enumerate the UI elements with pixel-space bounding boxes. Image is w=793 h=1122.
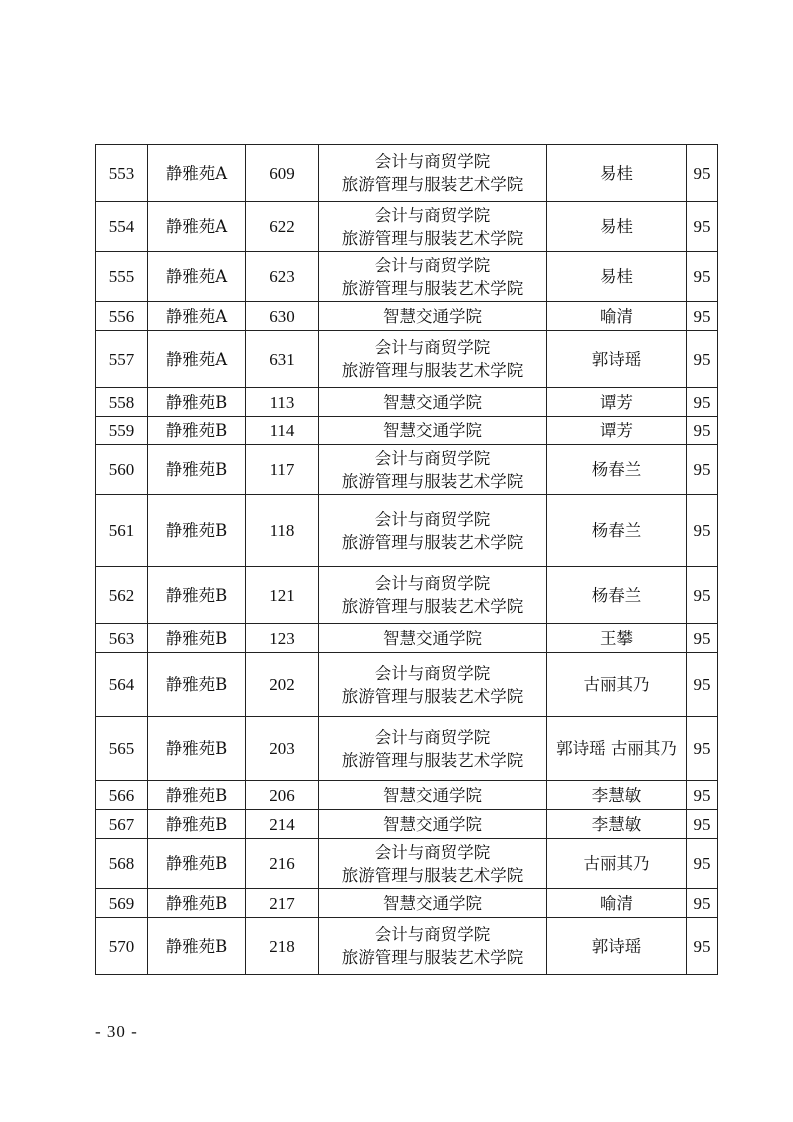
cell-colleges: [319, 252, 547, 302]
cell-colleges: [319, 331, 547, 388]
cell-staff: 杨春兰: [547, 495, 687, 567]
cell-colleges: [319, 417, 547, 445]
college-name: 旅游管理与服装艺术学院: [341, 686, 524, 706]
college-name: 会计与商贸学院: [374, 152, 491, 171]
cell-building: 静雅苑A: [148, 145, 246, 202]
cell-room: 206: [246, 781, 319, 810]
cell-colleges: [319, 839, 547, 889]
cell-colleges: [319, 302, 547, 331]
cell-serial-number: 561: [96, 495, 148, 567]
college-name: 智慧交通学院: [383, 785, 482, 805]
cell-room: 631: [246, 331, 319, 388]
table-body: [96, 145, 718, 975]
cell-staff: 易桂: [547, 252, 687, 302]
college-name: 旅游管理与服装艺术学院: [341, 228, 524, 248]
college-name: 旅游管理与服装艺术学院: [341, 175, 524, 194]
college-name: 会计与商贸学院: [374, 842, 491, 862]
cell-serial-number: 570: [96, 918, 148, 975]
cell-score: 95: [687, 388, 718, 417]
cell-room: 216: [246, 839, 319, 889]
cell-colleges: [319, 202, 547, 252]
cell-colleges: [319, 889, 547, 918]
cell-score: 95: [687, 653, 718, 717]
cell-building: 静雅苑B: [148, 495, 246, 567]
college-name: 智慧交通学院: [383, 628, 482, 648]
table-row: [96, 889, 718, 918]
table-row: [96, 302, 718, 331]
cell-score: 95: [687, 495, 718, 567]
college-name: 智慧交通学院: [383, 893, 482, 913]
college-name: 会计与商贸学院: [374, 663, 491, 683]
cell-serial-number: 558: [96, 388, 148, 417]
cell-colleges: [319, 567, 547, 624]
cell-colleges: [319, 495, 547, 567]
cell-score: 95: [687, 781, 718, 810]
table-row: [96, 567, 718, 624]
cell-room: 118: [246, 495, 319, 567]
college-name: 会计与商贸学院: [374, 255, 491, 275]
cell-serial-number: 557: [96, 331, 148, 388]
cell-staff: 李慧敏: [547, 781, 687, 810]
college-name: 旅游管理与服装艺术学院: [341, 865, 524, 885]
cell-staff: 郭诗瑶: [547, 918, 687, 975]
cell-staff: 郭诗瑶: [547, 331, 687, 388]
cell-staff: 谭芳: [547, 388, 687, 417]
cell-score: 95: [687, 252, 718, 302]
cell-staff: 李慧敏: [547, 810, 687, 839]
cell-serial-number: 569: [96, 889, 148, 918]
college-name: 会计与商贸学院: [374, 727, 491, 747]
college-name: 旅游管理与服装艺术学院: [341, 361, 524, 380]
cell-building: 静雅苑B: [148, 839, 246, 889]
cell-serial-number: 560: [96, 445, 148, 495]
cell-serial-number: 568: [96, 839, 148, 889]
table-row: [96, 918, 718, 975]
cell-serial-number: 566: [96, 781, 148, 810]
cell-room: 622: [246, 202, 319, 252]
cell-building: 静雅苑B: [148, 810, 246, 839]
cell-staff: 杨春兰: [547, 445, 687, 495]
cell-building: 静雅苑B: [148, 889, 246, 918]
cell-staff: 古丽其乃: [547, 653, 687, 717]
cell-score: 95: [687, 567, 718, 624]
cell-staff: 古丽其乃: [547, 839, 687, 889]
cell-building: 静雅苑A: [148, 202, 246, 252]
cell-room: 214: [246, 810, 319, 839]
cell-room: 123: [246, 624, 319, 653]
cell-score: 95: [687, 624, 718, 653]
cell-serial-number: 565: [96, 717, 148, 781]
cell-serial-number: 567: [96, 810, 148, 839]
cell-serial-number: 564: [96, 653, 148, 717]
table-row: [96, 445, 718, 495]
cell-room: 117: [246, 445, 319, 495]
cell-score: 95: [687, 202, 718, 252]
cell-room: 623: [246, 252, 319, 302]
cell-colleges: [319, 388, 547, 417]
cell-staff: 王攀: [547, 624, 687, 653]
table-row: [96, 495, 718, 567]
cell-staff: 谭芳: [547, 417, 687, 445]
college-name: 智慧交通学院: [383, 392, 482, 412]
table-row: [96, 717, 718, 781]
cell-score: 95: [687, 889, 718, 918]
table-row: [96, 839, 718, 889]
cell-building: 静雅苑A: [148, 331, 246, 388]
cell-score: 95: [687, 445, 718, 495]
college-name: 会计与商贸学院: [374, 509, 491, 529]
college-name: 智慧交通学院: [383, 814, 482, 834]
college-name: 旅游管理与服装艺术学院: [341, 532, 524, 552]
cell-colleges: [319, 624, 547, 653]
cell-serial-number: 553: [96, 145, 148, 202]
cell-building: 静雅苑B: [148, 417, 246, 445]
cell-building: 静雅苑A: [148, 252, 246, 302]
cell-score: 95: [687, 839, 718, 889]
table-row: [96, 624, 718, 653]
cell-colleges: [319, 810, 547, 839]
cell-staff: 喻清: [547, 302, 687, 331]
cell-building: 静雅苑B: [148, 717, 246, 781]
college-name: 智慧交通学院: [383, 306, 482, 326]
cell-room: 121: [246, 567, 319, 624]
cell-serial-number: 556: [96, 302, 148, 331]
cell-building: 静雅苑B: [148, 624, 246, 653]
cell-staff: 郭诗瑶 古丽其乃: [547, 717, 687, 781]
college-name: 会计与商贸学院: [374, 448, 491, 468]
cell-colleges: [319, 445, 547, 495]
cell-building: 静雅苑B: [148, 567, 246, 624]
table-row: [96, 331, 718, 388]
college-name: 旅游管理与服装艺术学院: [341, 750, 524, 770]
cell-building: 静雅苑B: [148, 388, 246, 417]
cell-room: 609: [246, 145, 319, 202]
cell-staff: 喻清: [547, 889, 687, 918]
table-row: [96, 417, 718, 445]
college-name: 智慧交通学院: [383, 421, 482, 440]
cell-colleges: [319, 918, 547, 975]
table-row: [96, 781, 718, 810]
cell-room: 113: [246, 388, 319, 417]
college-name: 旅游管理与服装艺术学院: [341, 597, 524, 616]
college-name: 会计与商贸学院: [374, 205, 491, 225]
cell-colleges: [319, 145, 547, 202]
cell-building: 静雅苑B: [148, 653, 246, 717]
table-row: [96, 653, 718, 717]
cell-serial-number: 559: [96, 417, 148, 445]
cell-room: 114: [246, 417, 319, 445]
cell-score: 95: [687, 145, 718, 202]
table-row: [96, 388, 718, 417]
cell-score: 95: [687, 331, 718, 388]
cell-building: 静雅苑B: [148, 781, 246, 810]
college-name: 旅游管理与服装艺术学院: [341, 948, 524, 967]
table-row: [96, 810, 718, 839]
cell-building: 静雅苑A: [148, 302, 246, 331]
cell-building: 静雅苑B: [148, 918, 246, 975]
cell-room: 202: [246, 653, 319, 717]
college-name: 旅游管理与服装艺术学院: [341, 278, 524, 298]
cell-score: 95: [687, 302, 718, 331]
cell-score: 95: [687, 918, 718, 975]
cell-serial-number: 554: [96, 202, 148, 252]
cell-building: 静雅苑B: [148, 445, 246, 495]
cell-staff: 易桂: [547, 202, 687, 252]
college-name: 会计与商贸学院: [374, 925, 491, 944]
college-name: 会计与商贸学院: [374, 574, 491, 593]
cell-serial-number: 555: [96, 252, 148, 302]
cell-serial-number: 562: [96, 567, 148, 624]
cell-serial-number: 563: [96, 624, 148, 653]
cell-score: 95: [687, 810, 718, 839]
cell-room: 217: [246, 889, 319, 918]
table-row: [96, 202, 718, 252]
cell-room: 203: [246, 717, 319, 781]
table-row: [96, 145, 718, 202]
cell-colleges: [319, 717, 547, 781]
college-name: 会计与商贸学院: [374, 338, 491, 357]
inspection-table: [95, 144, 718, 975]
cell-colleges: [319, 781, 547, 810]
cell-score: 95: [687, 717, 718, 781]
cell-room: 218: [246, 918, 319, 975]
table-row: [96, 252, 718, 302]
cell-colleges: [319, 653, 547, 717]
cell-score: 95: [687, 417, 718, 445]
cell-staff: 杨春兰: [547, 567, 687, 624]
college-name: 旅游管理与服装艺术学院: [341, 471, 524, 491]
page-number: - 30 -: [95, 1022, 138, 1041]
cell-room: 630: [246, 302, 319, 331]
cell-staff: 易桂: [547, 145, 687, 202]
